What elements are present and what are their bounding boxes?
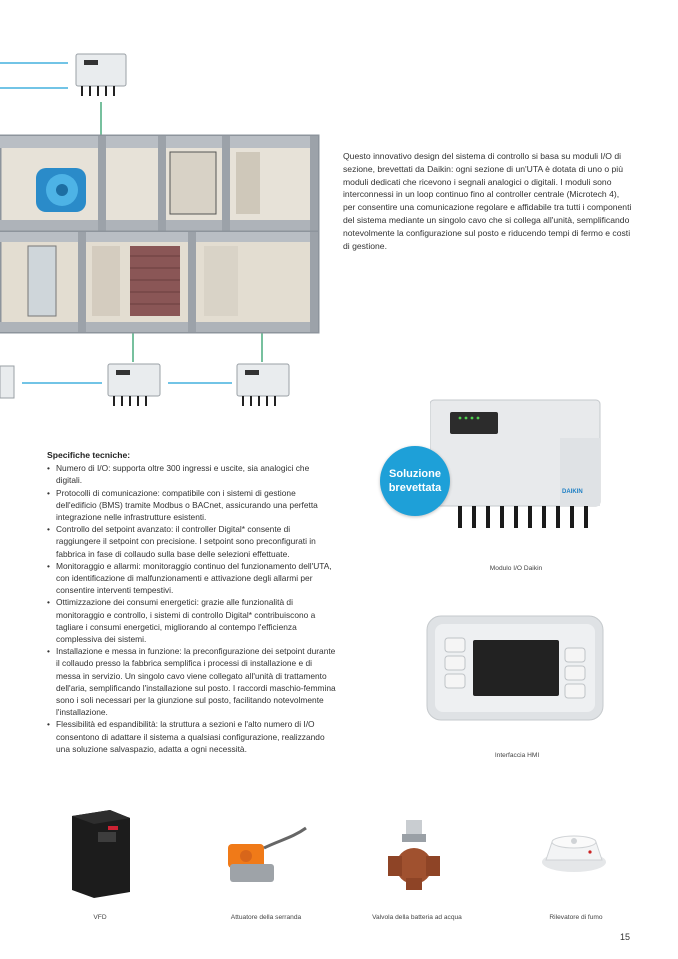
spec-item: • Flessibilità ed espandibilità: la struttura a sezioni e l'alto numero di I/O consentono di adattare il sistema a qualsiasi configurazione, realizzando una soluzione salvaspazio, adatta a ogni necessità. xyxy=(56,718,337,755)
specs-section xyxy=(47,449,337,755)
module-logo: DAIKIN xyxy=(562,489,583,495)
specs-title: Specifiche tecniche: xyxy=(47,450,131,460)
caption-vfd: VFD xyxy=(93,914,107,921)
patent-badge xyxy=(380,446,450,516)
specs-list xyxy=(47,462,337,755)
caption-actuator: Attuatore della serranda xyxy=(230,914,302,921)
badge-line-2: brevettata xyxy=(388,482,442,494)
actuator-photo xyxy=(222,822,308,888)
valve-photo xyxy=(386,818,442,892)
intro-paragraph: Questo innovativo design del sistema di controllo si basa su moduli I/O di sezione, brevettati da Daikin: ogni sezione di un'UTA è dotata di uno o più moduli dedicati che ricevono i segnali analogici o digitali. I moduli sono interconnessi in un loop continuo fino al controller centrale (Microtech 4), per consentire una comunicazione regolare e affidabile tra tutti i componenti del sistema mediante un singolo cavo che si collega all'unità, semplificando notevolmente la configurazione sul posto e riducendo tempi di fermo e costi di gestione. xyxy=(343,151,632,251)
spec-item: • Protocolli di comunicazione: compatibile con i sistemi di gestione dell'edificio (BMS) tramite Modbus o BACnet, assicurando una perfetta integrazione nelle infrastrutture esistenti. xyxy=(56,487,337,524)
smoke-detector-photo xyxy=(538,826,610,878)
spec-item: • Ottimizzazione dei consumi energetici: grazie alle funzionalità di monitoraggio e controllo, i sistemi di controllo Digital* contribuiscono a tagliare i consumi energetici, migliorando al contempo l'efficienza complessiva dei sistemi. xyxy=(56,596,337,645)
spec-item: • Monitoraggio e allarmi: monitoraggio continuo del funzionamento dell'UTA, con identificazione di malfunzionamenti e attivazione degli allarmi per consentire interventi tempestivi. xyxy=(56,560,337,597)
spec-item: • Installazione e messa in funzione: la preconfigurazione dei setpoint durante il collaudo presso la fabbrica semplifica i processi di installazione e di messa in servizio. Un singolo cavo viene collegato all'unità di trattamento dell'aria, semplificando l'installazione sul posto. I raccordi maschio-femmina sono i soli necessari per la giunzione sul posto, facilitando notevolmente l'installazione. xyxy=(56,645,337,718)
caption-smoke: Rilevatore di fumo xyxy=(549,914,603,921)
caption-hmi: Interfaccia HMI xyxy=(494,752,540,759)
hmi-photo xyxy=(425,614,605,724)
badge-line-1: Soluzione xyxy=(389,468,441,480)
ahu-diagram xyxy=(0,40,330,420)
page-number: 15 xyxy=(620,932,631,942)
vfd-photo xyxy=(68,808,134,900)
caption-valve: Valvola della batteria ad acqua xyxy=(372,914,462,921)
spec-item: • Numero di I/O: supporta oltre 300 ingressi e uscite, sia analogici che digitali. xyxy=(56,462,337,486)
io-module-photo xyxy=(430,396,630,546)
spec-item: • Controllo del setpoint avanzato: il controller Digital* consente di raggiungere il setpoint con precisione. I setpoint sono preconfigurati in fabbrica in fase di collaudo sulla base delle selezioni effettuate. xyxy=(56,523,337,560)
caption-module: Modulo I/O Daikin xyxy=(489,565,543,572)
